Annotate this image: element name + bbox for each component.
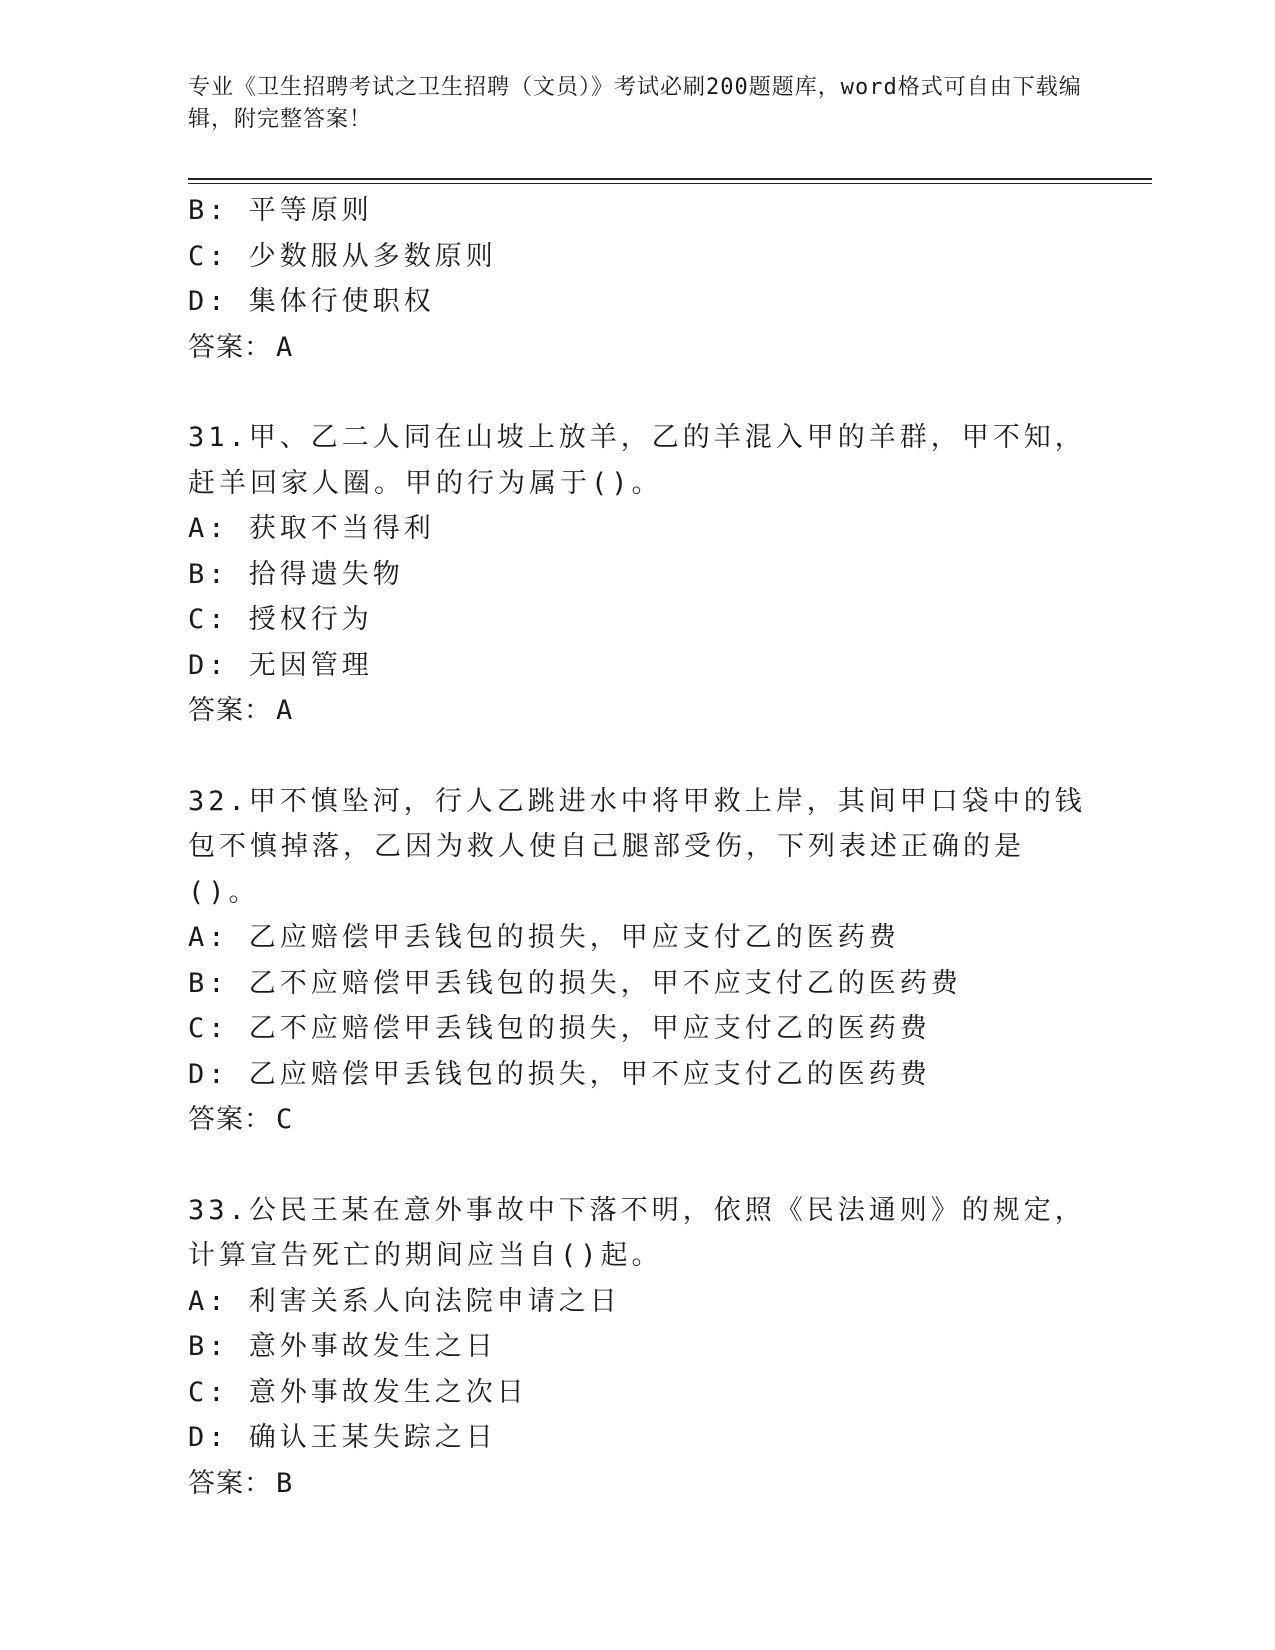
header-divider-thin	[188, 183, 1152, 184]
option-line: D: 集体行使职权	[188, 286, 435, 317]
question-33	[188, 1188, 1088, 1507]
option-line: A: 利害关系人向法院申请之日	[188, 1285, 621, 1317]
option-line: B: 意外事故发生之日	[188, 1331, 497, 1362]
question-stem: 33.公民王某在意外事故中下落不明，依照《民法通则》的规定，计算宣告死亡的期间应当自()起。	[188, 1194, 1086, 1271]
answer-value: C	[276, 1104, 294, 1135]
option-line: A: 获取不当得利	[188, 513, 435, 544]
answer-label: 答案：	[188, 695, 272, 726]
answer-line	[188, 325, 1088, 371]
document-content	[188, 188, 1088, 1506]
document-header: 专业《卫生招聘考试之卫生招聘（文员）》考试必刷200题题库，word格式可自由下载编辑，附完整答案！	[188, 75, 1082, 132]
question-stem: 31.甲、乙二人同在山坡上放羊，乙的羊混入甲的羊群，甲不知，赶羊回家人圈。甲的行为属于()。	[188, 422, 1086, 499]
question-32	[188, 779, 1088, 1143]
question-stem: 32.甲不慎坠河，行人乙跳进水中将甲救上岸，其间甲口袋中的钱包不慎掉落，乙因为救人使自己腿部受伤，下列表述正确的是()。	[188, 785, 1086, 908]
answer-value: B	[276, 1467, 294, 1499]
spacer	[188, 734, 1088, 779]
option-line: C: 授权行为	[188, 604, 373, 635]
spacer	[188, 370, 1088, 415]
answer-label: 答案：	[188, 331, 272, 363]
option-line: D: 确认王某失踪之日	[188, 1422, 497, 1453]
option-line: B: 乙不应赔偿甲丢钱包的损失，甲不应支付乙的医药费	[188, 967, 962, 999]
option-line: C: 少数服从多数原则	[188, 240, 497, 272]
option-line: C: 意外事故发生之次日	[188, 1376, 528, 1408]
option-line: A: 乙应赔偿甲丢钱包的损失，甲应支付乙的医药费	[188, 922, 900, 953]
answer-line	[188, 1097, 1088, 1143]
option-line: C: 乙不应赔偿甲丢钱包的损失，甲应支付乙的医药费	[188, 1013, 931, 1044]
answer-line	[188, 1461, 1088, 1507]
answer-value: A	[276, 695, 294, 726]
option-line: B: 拾得遗失物	[188, 558, 404, 590]
spacer	[188, 1143, 1088, 1188]
continued-question	[188, 188, 1088, 370]
option-line: D: 乙应赔偿甲丢钱包的损失，甲不应支付乙的医药费	[188, 1058, 931, 1090]
option-line: D: 无因管理	[188, 649, 373, 681]
answer-value: A	[276, 331, 294, 363]
option-line: B: 平等原则	[188, 195, 373, 226]
header-divider-thick	[188, 178, 1152, 180]
answer-label: 答案：	[188, 1104, 272, 1135]
answer-line	[188, 688, 1088, 734]
answer-label: 答案：	[188, 1467, 272, 1499]
question-31	[188, 415, 1088, 734]
